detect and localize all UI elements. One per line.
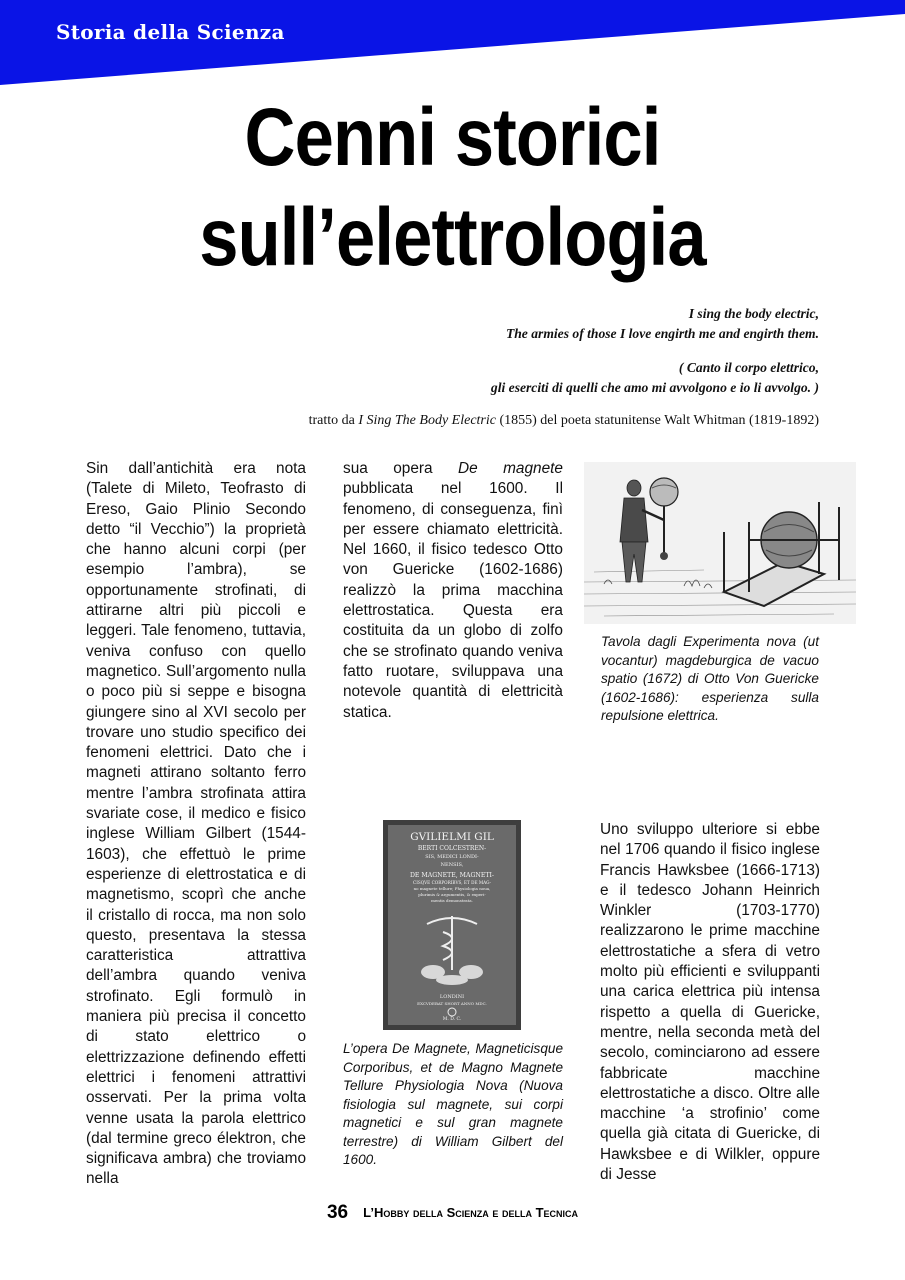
- book-title: DE MAGNETE, MAGNETI-: [409, 872, 495, 879]
- body-column-1: [86, 459, 306, 1190]
- epigraph-source: [119, 413, 819, 429]
- column-2-text: [343, 459, 563, 723]
- body-column-3: [600, 820, 820, 1185]
- figure-1-caption: Tavola dagli Experimenta nova (ut vocantur) magdeburgica de vacuo spatio (1672) di Otto Von Guericke (1602-1686): esperienza sulla repulsione elettrica.: [601, 634, 819, 723]
- title-line-2: sull’elettrologia: [199, 192, 706, 283]
- book-line-3: SIS, MEDICI LONDI-: [425, 854, 479, 860]
- book-author: GVILIELMI GIL: [410, 831, 494, 843]
- source-title: I Sing The Body Electric: [358, 413, 496, 428]
- column-2-after: pubblicata nel 1600. Il fenomeno, di conseguenza, finì per essere chiamato elettricità. Nel 1660, il fisico tedesco Otto von Guericke (1602-1686) realizzò la prima macchina elettrostatica. Questa era costituita da un globo di zolfo che se strofinato quando veniva fatto ruotare, sviluppava una notevole quantità di elettricità statica.: [343, 480, 563, 721]
- book-line-2: BERTI COLCESTREN-: [417, 845, 487, 852]
- guericke-engraving: [584, 462, 856, 624]
- column-2-work-title: De magnete: [458, 460, 563, 477]
- section-label: Storia della Scienza: [56, 20, 285, 44]
- book-line-8: plurimis & argumentis, & experi-: [418, 892, 486, 897]
- book-line-4: NENSIS,: [440, 862, 464, 868]
- book-line-6: CISQVE CORPORIBVS, ET DE MAG-: [413, 880, 491, 885]
- epigraph-line-3: ( Canto il corpo elettrico,: [678, 360, 819, 375]
- book-imprint-1: LONDINI: [439, 994, 465, 1000]
- column-3-text: Uno sviluppo ulteriore si ebbe nel 1706 quando il fisico inglese Francis Hawksbee (1666-1713) e il tedesco Johann Heinrich Winkler (1703-1770) realizzarono le prime macchine elettrostatiche a sfera di vetro molto più efficienti e sviluppanti una carica elettrica più intensa rispetto a quella di Guericke, mentre, nella seconda metà del secolo, cominciarono ad essere fabbricate macchine elettrostatiche a disco. Oltre alle macchine ‘a strofinio’ come quella già citata di Guericke, di Hawksbee e di Wilkler, oppure di Jesse: [600, 821, 820, 1184]
- epigraph-line-4: gli eserciti di quelli che amo mi avvolgono e io li avvolgo. ): [490, 380, 819, 395]
- page-footer: [0, 1202, 905, 1224]
- book-imprint-2: EXCVDEBAT SHORT ANNO MDC.: [417, 1001, 487, 1006]
- epigraph: [219, 304, 819, 398]
- de-magnete-title-page: [383, 820, 521, 1030]
- magazine-name: L’Hobby della Scienza e della Tecnica: [363, 1205, 579, 1220]
- source-prefix: tratto da: [308, 413, 355, 428]
- source-suffix: (1855) del poeta statunitense Walt Whitman (1819-1892): [499, 413, 819, 428]
- body-column-2: [343, 459, 563, 723]
- book-year: M. D. C.: [442, 1017, 462, 1022]
- title-line-1: Cenni storici: [244, 92, 661, 183]
- article-title: [63, 88, 841, 288]
- epigraph-line-1: I sing the body electric,: [688, 306, 819, 321]
- column-1-text: Sin dall’antichità era nota (Talete di Mileto, Teofrasto di Ereso, Gaio Plinio Secondo detto “il Vecchio”) la proprietà che hanno alcuni corpi (per esempio l’ambra), se opportunamente strofinati, di attirarne altri più piccoli e leggeri. Tale fenomeno, tuttavia, veniva confuso con quello magnetico. Sull’argomento nulla o poco più si seppe e bisogna giungere sino al XVI secolo per trovare uno studio specifico dei fenomeni elettrici. Dato che i magneti attirano soltanto ferro mentre l’ambra strofinata attira svariate cose, il medico e fisico inglese William Gilbert (1544-1603), che effettuò le prime esperienze di elettrostatica e di magnetismo, scoprì che anche il cristallo di rocca, ma non solo questo, presentava la stessa caratteristica attrattiva dell’ambra quando veniva strofinato. Egli formulò in maniera più precisa il concetto di stato elettrico o elettrizzazione definendo effetti elettrici i fenomeni attrattivi osservati. Per la prima volta venne usata la parola elettrico (dal termine greco élektron, che significava ambra) che troviamo nella: [86, 460, 306, 1188]
- book-line-9: mentis demonstrata.: [431, 898, 473, 903]
- figure-2-caption: L’opera De Magnete, Magneticisque Corporibus, et de Magno Magnete Tellure Physiologia Nova (Nuova fisiologia sul magnete, sui corpi magnetici e sul gran magnete terrestre) di William Gilbert del 1600.: [343, 1041, 563, 1167]
- epigraph-line-2: The armies of those I love engirth me and engirth them.: [505, 326, 819, 341]
- column-2-before: sua opera: [343, 460, 433, 477]
- page-number: 36: [326, 1202, 349, 1223]
- book-line-7: no magnete tellure; Physiologia noua,: [413, 886, 491, 891]
